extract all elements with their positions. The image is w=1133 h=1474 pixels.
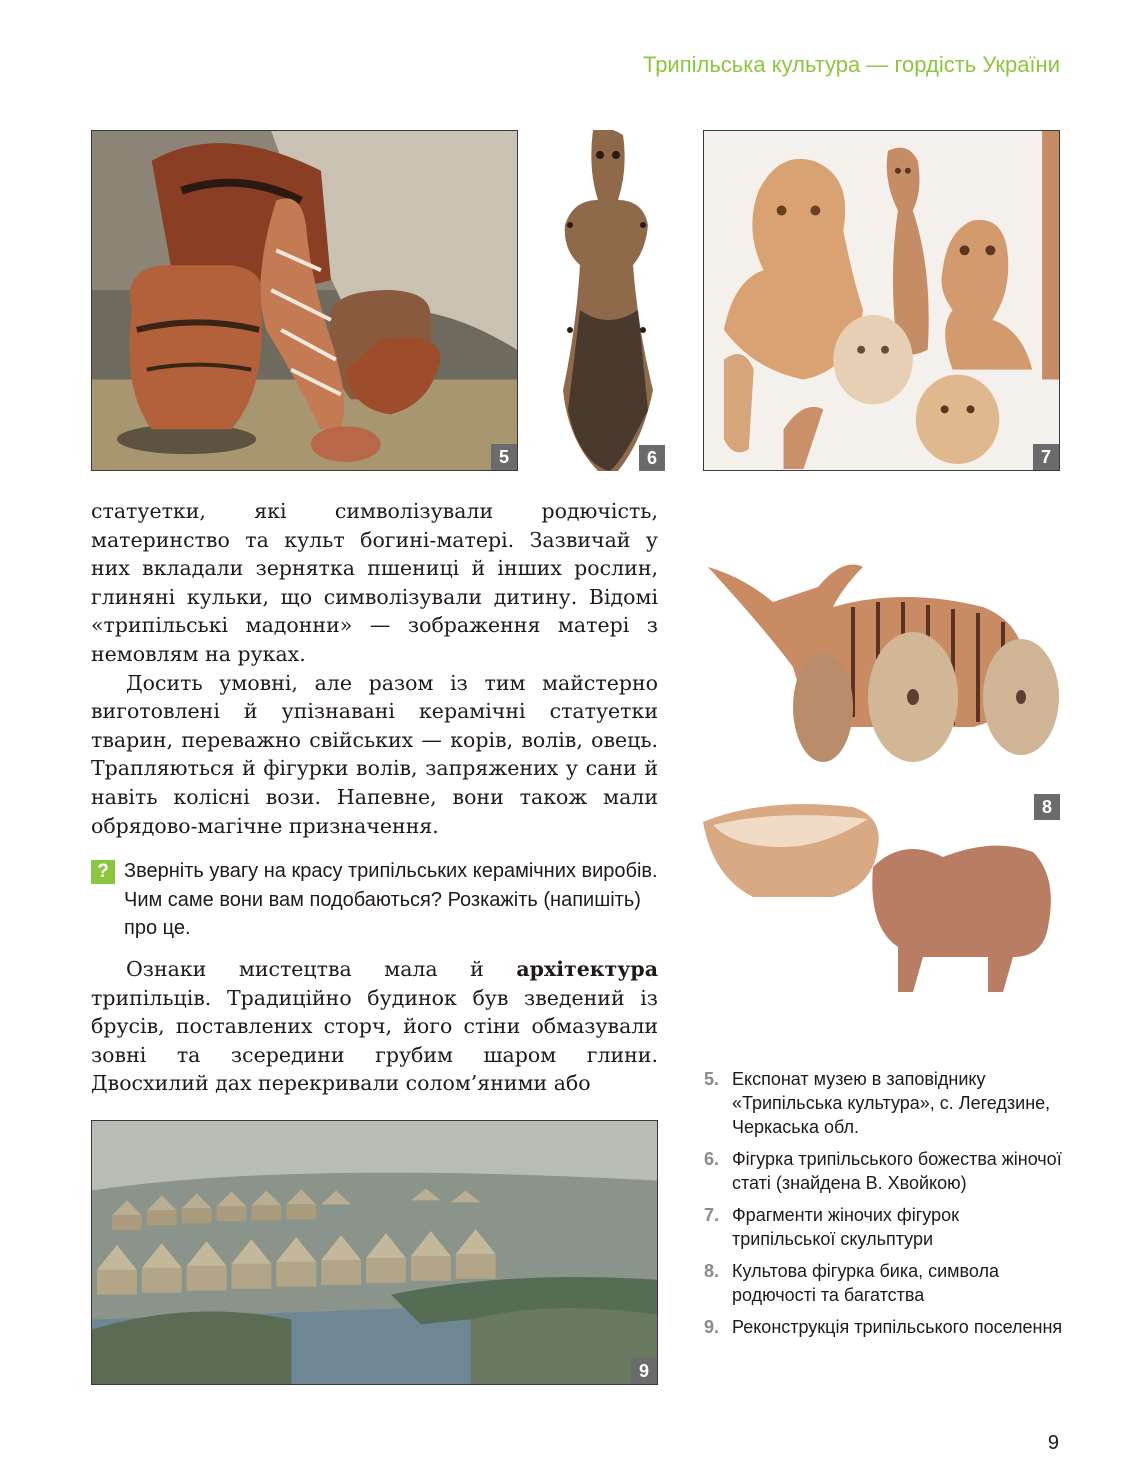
question-box: [91, 857, 661, 943]
caption-8: [704, 1259, 1064, 1307]
paragraph-1: статуетки, які символізували родючість, материнство та культ богині-матері. Зазвичай у них вкладали зернятка пшениці й інших рослин, глиняні кульки, що символізували дитину. Відомі «трипільські мадонни» — зображення матері з немовлям на руках.: [91, 499, 658, 666]
page-number: 9: [1047, 1432, 1059, 1454]
caption-number: 7.: [704, 1205, 720, 1225]
caption-number: 9.: [704, 1317, 720, 1337]
figure-number-5: 5: [491, 444, 517, 470]
caption-text: Фігурка трипільського божества жіночої статі (знайдена В. Хвойкою): [732, 1149, 1062, 1193]
caption-number: 6.: [704, 1149, 720, 1169]
caption-text: Реконструкція трипільського поселення: [732, 1317, 1063, 1337]
figure-number-7: 7: [1033, 444, 1059, 470]
caption-5: [704, 1067, 1064, 1139]
photo-7-figurine-fragments: [703, 130, 1060, 471]
photo-6-goddess-figurine: [548, 130, 665, 471]
caption-number: 5.: [704, 1069, 720, 1089]
figure-number-9: 9: [631, 1358, 657, 1384]
bull-illustration: [703, 547, 1060, 1002]
caption-text: Експонат музею в заповіднику «Трипільська культура», с. Легедзине, Черкаська обл.: [732, 1069, 1051, 1137]
figurine-illustration: [548, 130, 665, 471]
question-text: Зверніть увагу на красу трипільських керамічних виробів. Чим саме вони вам подобаються? Розкажіть (напишіть) про це.: [124, 860, 658, 939]
architecture-term: архітектура: [516, 957, 658, 981]
figure-number-8: 8: [1034, 794, 1060, 820]
caption-7: [704, 1203, 1064, 1251]
caption-9: [704, 1315, 1064, 1339]
pottery-illustration: [92, 131, 517, 470]
caption-text: Культова фігурка бика, символа родючості та багатства: [732, 1261, 1000, 1305]
paragraph-2: Досить умовні, але разом із тим майстерно виготовлені й упізнавані керамічні статуетки тварин, переважно свійських — корів, волів, овець. Трапляються й фігурки волів, запряжених у сани й навіть колісні вози. Напевне, вони також мали обрядово-магічне призначення.: [91, 670, 658, 838]
question-icon: ?: [91, 860, 115, 884]
paragraph-3-rest: трипільців. Традиційно будинок був зведений із брусів, поставлених сторч, його стіни обмазували зовні та зсередини грубим шаром глини. Двосхилий дах перекривали солом’яними або: [91, 985, 658, 1096]
body-text-block-2: [91, 955, 658, 1098]
caption-6: [704, 1147, 1064, 1195]
paragraph-3-start: Ознаки мистецтва мала й: [126, 957, 517, 981]
paragraph-3: [91, 955, 658, 1098]
fragments-illustration: [704, 131, 1059, 470]
photo-5-pottery-exhibit: [91, 130, 518, 471]
photo-8-bull-figurines: [703, 547, 1060, 1002]
running-header: Трипільська культура — гордість України: [642, 52, 1060, 77]
photo-9-settlement-reconstruction: [91, 1120, 658, 1385]
caption-number: 8.: [704, 1261, 720, 1281]
settlement-illustration: [92, 1121, 657, 1384]
body-text-block-1: [91, 497, 658, 840]
figure-captions: [704, 1067, 1064, 1347]
caption-text: Фрагменти жіночих фігурок трипільської скульптури: [732, 1205, 959, 1249]
figure-number-6: 6: [639, 445, 665, 471]
